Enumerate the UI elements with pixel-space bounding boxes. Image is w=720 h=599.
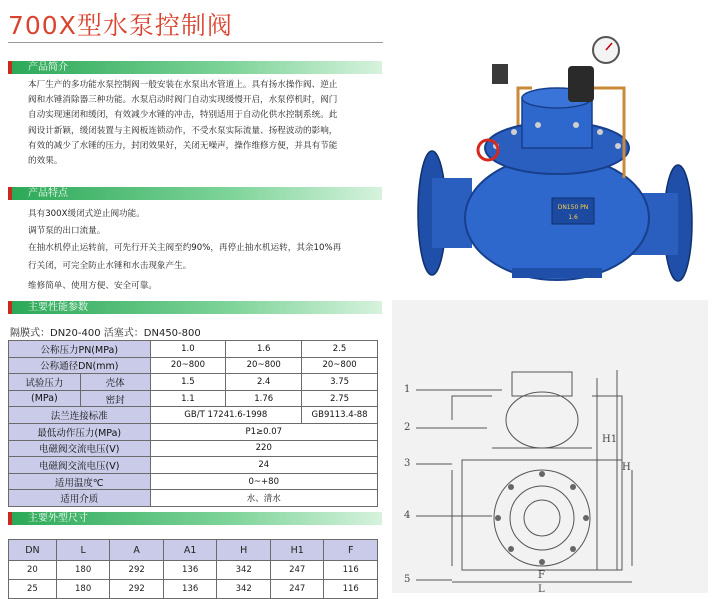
column-header: DN — [9, 540, 57, 561]
section-title-dimensions: 主要外型尺寸 — [28, 513, 88, 524]
feature-item: 维修简单、使用方便、安全可靠。 — [28, 281, 157, 291]
spec-label: 公称压力PN(MPa) — [9, 341, 151, 358]
callout-4: 4 — [404, 510, 411, 521]
spec-cell: 1.76 — [226, 390, 302, 407]
table-row — [9, 341, 378, 358]
column-header: A1 — [163, 540, 217, 561]
table-row — [9, 580, 378, 599]
nameplate-text: DN150 PN — [557, 204, 589, 211]
dim-label-h: H — [622, 462, 631, 473]
column-header: A — [110, 540, 164, 561]
section-header-dimensions — [8, 512, 382, 525]
spec-label: 适用温度℃ — [9, 473, 151, 490]
dim-label-f: F — [538, 570, 545, 581]
column-header: H1 — [270, 540, 324, 561]
page-title: 700X型水泵控制阀 — [8, 11, 233, 40]
table-row — [9, 473, 378, 490]
intro-line: 有效的减少了水锤的压力，封闭效果好，关闭无噪声，操作维修方便，并具有节能 — [28, 140, 338, 151]
valve-technical-drawing — [392, 300, 708, 593]
dim-cell: 25 — [9, 580, 57, 599]
section-marker — [8, 187, 12, 200]
column-header: L — [56, 540, 110, 561]
spec-label: 电磁阀交流电压(V) — [9, 457, 151, 474]
callout-3: 3 — [404, 458, 411, 469]
spec-cell: 2.5 — [302, 341, 378, 358]
dim-label-h1: H1 — [602, 434, 618, 445]
spec-sublabel: 壳体 — [80, 374, 150, 391]
spec-cell: 20~800 — [302, 357, 378, 374]
dim-label-l: L — [538, 584, 545, 593]
nameplate-text: 1.6 — [568, 214, 578, 221]
intro-paragraph — [28, 78, 380, 169]
dim-cell: 20 — [9, 561, 57, 580]
spec-cell: 24 — [150, 457, 377, 474]
spec-cell: 1.5 — [150, 374, 226, 391]
dim-cell: 292 — [110, 580, 164, 599]
spec-label: 适用介质 — [9, 490, 151, 507]
spec-cell: P1≥0.07 — [150, 423, 377, 440]
dim-cell: 180 — [56, 580, 110, 599]
callout-5: 5 — [404, 574, 411, 585]
pilot-fitting — [492, 64, 508, 84]
dim-cell: 116 — [324, 561, 378, 580]
spec-label: 电磁阀交流电压(V) — [9, 440, 151, 457]
table-row — [9, 440, 378, 457]
valve-product-photo — [392, 28, 708, 292]
dim-cell: 116 — [324, 580, 378, 599]
callout-1: 1 — [404, 384, 411, 395]
spec-cell: 20~800 — [150, 357, 226, 374]
spec-cell: 0~+80 — [150, 473, 377, 490]
table-header-row — [9, 540, 378, 561]
spec-cell: GB/T 17241.6-1998 — [150, 407, 302, 424]
spec-label: 公称通径DN(mm) — [9, 357, 151, 374]
section-header-performance — [8, 301, 382, 314]
callout-2: 2 — [404, 422, 411, 433]
dim-cell: 247 — [270, 580, 324, 599]
intro-line: 阀设计新颖，缓闭装置与主阀板连锁动作，不受水泵实际流量、扬程波动的影响， — [28, 125, 338, 136]
spec-sublabel: 密封 — [80, 390, 150, 407]
intro-line: 阀和水锤消除器三种功能。水泵启动时阀门自动实现缓慢开启，水泵停机时，阀门 — [28, 95, 338, 106]
spec-cell: 1.1 — [150, 390, 226, 407]
table-row — [9, 561, 378, 580]
section-header-intro — [8, 61, 382, 74]
feature-item: 行关闭，可完全防止水锤和水击现象产生。 — [28, 261, 192, 271]
spec-label: 最低动作压力(MPa) — [9, 423, 151, 440]
section-marker — [8, 512, 12, 525]
table-row — [9, 457, 378, 474]
feature-item: 调节泵的出口流量。 — [28, 226, 106, 236]
spec-cell: 2.75 — [302, 390, 378, 407]
intro-line: 本厂生产的多功能水泵控制阀一般安装在水泵出水管道上。具有扬水操作阀、逆止 — [28, 80, 338, 90]
valve-base — [512, 268, 602, 278]
intro-line: 自动实现速闭和缓闭，有效减少水锤的冲击，特别适用于自动化供水控制系统。此 — [28, 110, 338, 121]
table-row — [9, 357, 378, 374]
dim-cell: 342 — [217, 580, 271, 599]
table-row — [9, 407, 378, 424]
spec-cell: 3.75 — [302, 374, 378, 391]
section-title-performance: 主要性能参数 — [28, 302, 88, 313]
table-row — [9, 490, 378, 507]
spec-cell: 水、清水 — [150, 490, 377, 507]
intro-line: 的效果。 — [28, 156, 63, 167]
table-row — [9, 423, 378, 440]
feature-item: 在抽水机停止运转前，可先行开关主阀至约90%，再停止抽水机运转，其余10%再 — [28, 243, 342, 253]
column-header: F — [324, 540, 378, 561]
section-header-features — [8, 187, 382, 200]
dim-cell: 247 — [270, 561, 324, 580]
drawing-lines — [416, 370, 632, 582]
dimensions-table — [8, 539, 378, 599]
spec-cell: GB9113.4-88 — [302, 407, 378, 424]
dim-cell: 136 — [163, 561, 217, 580]
dim-cell: 180 — [56, 561, 110, 580]
solenoid-valve — [568, 66, 594, 102]
dim-cell: 136 — [163, 580, 217, 599]
spec-cell: 2.4 — [226, 374, 302, 391]
table-row — [9, 390, 378, 407]
table-row — [9, 374, 378, 391]
feature-item: 具有300X缓闭式逆止阀功能。 — [28, 209, 145, 219]
spec-cell: 20~800 — [226, 357, 302, 374]
section-title-intro: 产品简介 — [28, 62, 68, 73]
spec-cell: 1.6 — [226, 341, 302, 358]
spec-cell: 220 — [150, 440, 377, 457]
section-marker — [8, 301, 12, 314]
spec-label: 试验压力 — [9, 374, 81, 391]
spec-cell: 1.0 — [150, 341, 226, 358]
section-title-features: 产品特点 — [28, 188, 68, 199]
column-header: H — [217, 540, 271, 561]
valve-type-line: 隔膜式：DN20-400 活塞式：DN450-800 — [10, 328, 201, 339]
bolt-circle — [495, 471, 589, 565]
section-marker — [8, 61, 12, 74]
performance-table — [8, 340, 378, 507]
dim-cell: 292 — [110, 561, 164, 580]
spec-label: 法兰连接标准 — [9, 407, 151, 424]
dim-cell: 342 — [217, 561, 271, 580]
spec-label: (MPa) — [9, 390, 81, 407]
title-divider — [8, 42, 383, 43]
